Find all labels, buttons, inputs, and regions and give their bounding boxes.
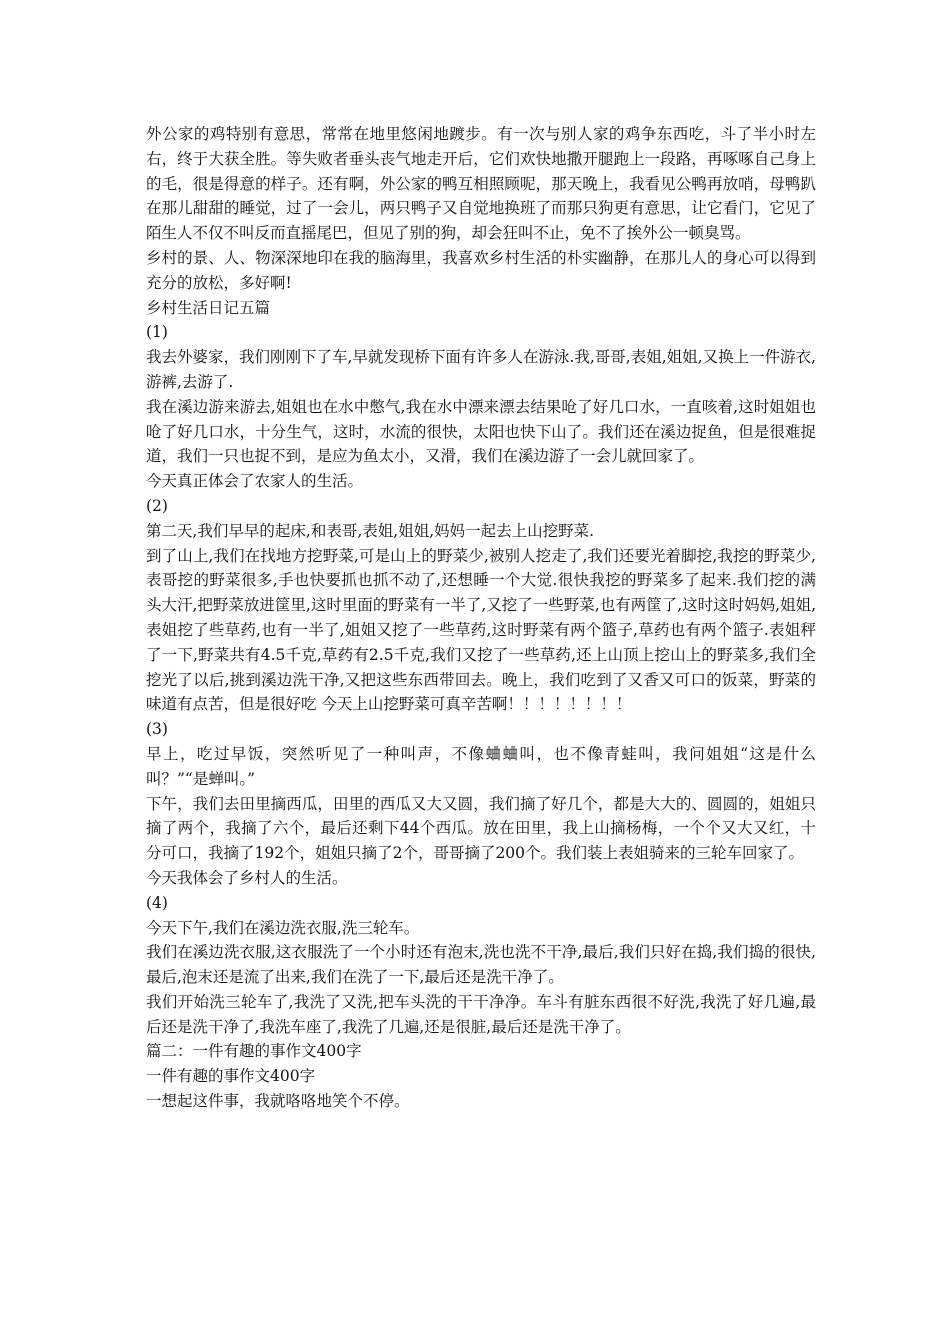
paragraph: 乡村的景、人、物深深地印在我的脑海里，我喜欢乡村生活的朴实幽静，在那儿人的身心可以得到充分的放松，多好啊! (146, 248, 816, 292)
paragraph: 今天我体会了乡村人的生活。 (146, 868, 348, 887)
entry-number: (3) (146, 720, 168, 739)
entry-number: (1) (146, 323, 168, 342)
essay-title: 一件有趣的事作文400字 (146, 1067, 316, 1086)
paragraph: 我去外婆家，我们刚刚下了车,早就发现桥下面有许多人在游泳.我,哥哥,表姐,姐姐,又换上一件游衣,游裤,去游了. (146, 348, 816, 391)
paragraph: 我们开始洗三轮车了,我洗了又洗,把车头洗的干干净净。车斗有脏东西很不好洗,我洗了好几遍,最后还是洗干净了,我洗车座了,我洗了几遍,还是很脏,最后还是洗干净了。 (146, 992, 816, 1036)
section-heading: 乡村生活日记五篇 (146, 298, 271, 317)
paragraph: 我们在溪边洗衣服,这衣服洗了一个小时还有泡末,洗也洗不干净,最后,我们只好在捣,我们捣的很快,最后,泡末还是流了出来,我们在洗了一下,最后还是洗干净了。 (146, 943, 816, 987)
paragraph: 第二天,我们早早的起床,和表哥,表姐,姐姐,妈妈一起去上山挖野菜. (146, 521, 595, 540)
paragraph: 一想起这件事，我就咯咯地笑个不停。 (146, 1092, 410, 1111)
paragraph: 今天真正体会了农家人的生活。 (146, 472, 364, 491)
entry-number: (4) (146, 893, 168, 912)
entry-number: (2) (146, 496, 168, 515)
document-page (146, 122, 816, 1114)
paragraph: 我在溪边游来游去,姐姐也在水中憋气,我在水中漂来漂去结果呛了好几口水，一直咳着,这时姐姐也呛了好几口水，十分生气，这时，水流的很快，太阳也快下山了。我们还在溪边捉鱼，但是很难捉道，我们一只也捉不到，是应为鱼太小，又滑，我们在溪边游了一会儿就回家了。 (146, 397, 816, 466)
paragraph: 外公家的鸡特别有意思，常常在地里悠闲地踱步。有一次与别人家的鸡争东西吃，斗了半小时左右，终于大获全胜。等失败者垂头丧气地走开后，它们欢快地撒开腿跑上一段路，再啄啄自己身上的毛，很是得意的样子。还有啊，外公家的鸭互相照顾呢，那天晚上，我看见公鸭再放哨，母鸭趴在那儿甜甜的睡觉，过了一会儿，两只鸭子又自觉地换班了而那只狗更有意思，让它看门，它见了陌生人不仅不叫反而直摇尾巴，但见了别的狗，却会狂叫不止，免不了挨外公一顿臭骂。 (146, 125, 816, 243)
section-heading: 篇二：一件有趣的事作文400字 (146, 1042, 362, 1061)
paragraph: 到了山上,我们在找地方挖野菜,可是山上的野菜少,被别人挖走了,我们还要光着脚挖,我挖的野菜少,表哥挖的野菜很多,手也快要抓也抓不动了,还想睡一个大觉.很快我挖的野菜多了起来.我们挖的满头大汗,把野菜放进筐里,这时里面的野菜有一半了,又挖了一些野菜,也有两筐了,这时这时妈妈,姐姐,表姐挖了些草药,也有一半了,姐姐又挖了一些草药,这时野菜有两个篮子,草药也有两个篮子.表姐秤了一下,野菜共有4.5千克,草药有2.5千克,我们又挖了一些草药,还上山顶上挖山上的野菜多,我们全挖光了以后,挑到溪边洗干净,又把这些东西带回去。晚上，我们吃到了又香又可口的饭菜，野菜的味道有点苦，但是很好吃 今天上山挖野菜可真辛苦啊！！！！！！！！ (146, 546, 816, 714)
paragraph: 今天下午,我们在溪边洗衣服,洗三轮车。 (146, 918, 420, 937)
paragraph: 下午，我们去田里摘西瓜，田里的西瓜又大又圆，我们摘了好几个，都是大大的、圆圆的，姐姐只摘了两个，我摘了六个，最后还剩下44个西瓜。放在田里，我上山摘杨梅，一个个又大又红，十分可口，我摘了192个，姐姐只摘了2个，哥哥摘了200个。我们装上表姐骑来的三轮车回家了。 (146, 794, 816, 863)
paragraph: 早上，吃过早饭，突然听见了一种叫声，不像蛐蛐叫，也不像青蛙叫，我问姐姐“这是什么叫？”“是蝉叫。” (146, 744, 816, 788)
